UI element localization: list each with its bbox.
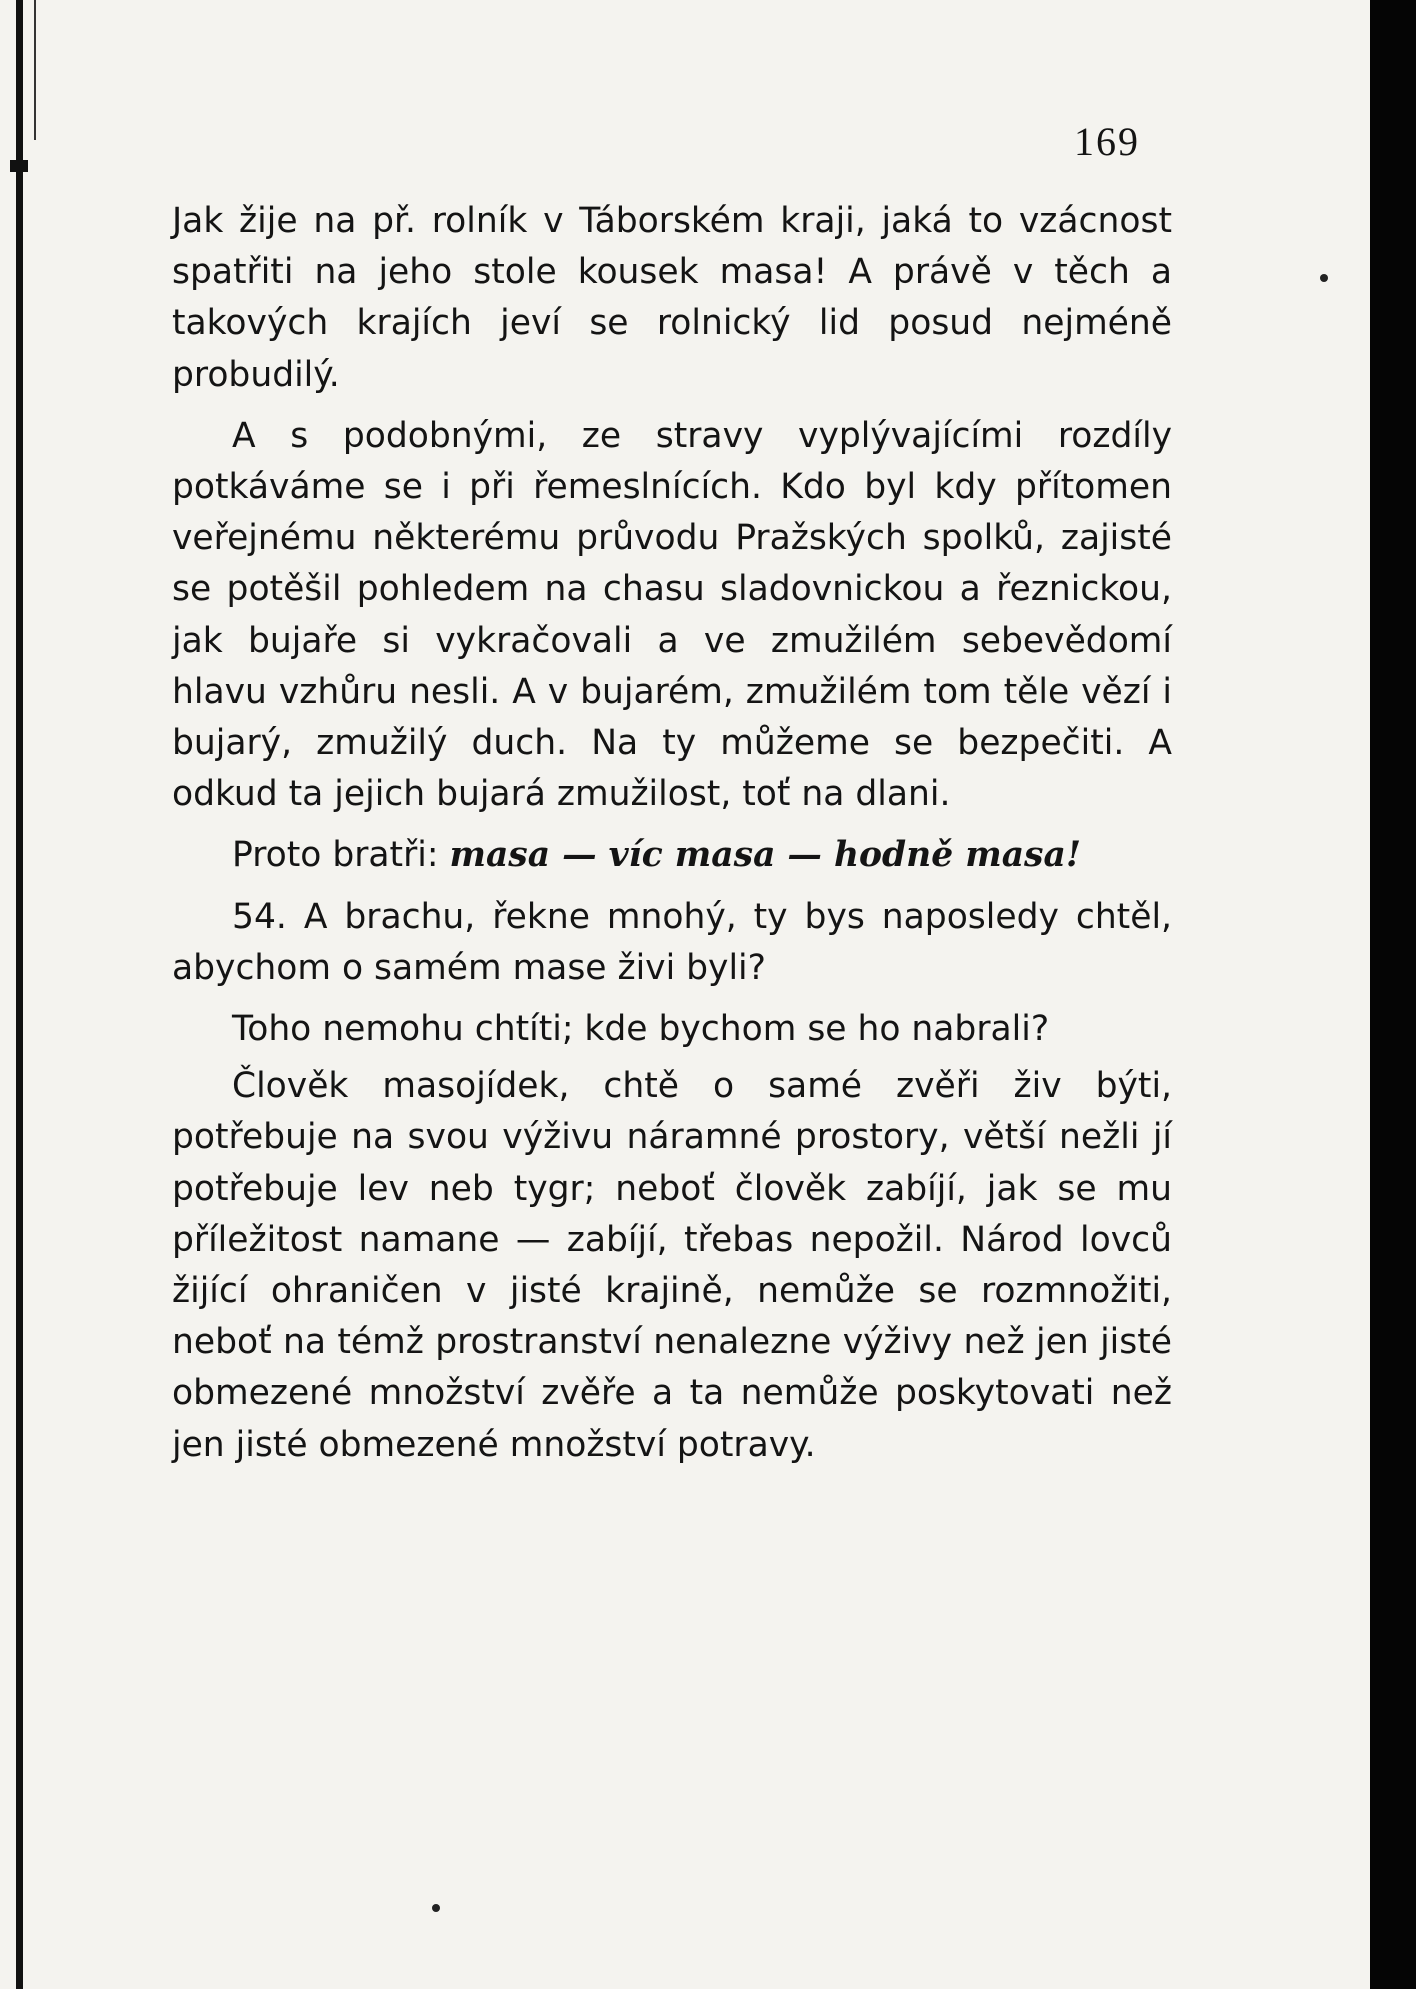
page-number: 169 xyxy=(1074,119,1140,164)
exhortation-lead: Proto bratři: xyxy=(232,835,439,876)
exhortation-emphasis: masa — víc masa — hodně masa! xyxy=(449,835,1081,876)
binding-edge xyxy=(16,0,23,1989)
paragraph-4: Člověk masojídek, chtě o samé zvěři živ býti, potřebuje na svou výživu náramné prostory, větší nežli jí potřebuje lev neb tygr; neboť člověk zabíjí, jak se mu příležitost namane — zabíjí, třebas nepožil. Národ lovců žijící ohraničen v jisté krajině, nemůže se rozmnožiti, neboť na témž prostranství nenalezne výživy než jen jisté obmezené množství zvěře a ta nemůže poskytovati než jen jisté obmezené množství potravy. xyxy=(172,1066,1172,1465)
paragraph-2: A s podobnými, ze stravy vyplývajícími rozdíly potkáváme se i při řemeslnících. Kdo byl kdy přítomen veřejnému některému průvodu Pražských spolků, zajisté se potěšil pohledem na chasu sladovnickou a řeznickou, jak bujaře si vykračovali a ve zmužilém sebevědomí hlavu vzhůru nesli. A v bujarém, zmužilém tom těle vězí i bujarý, zmužilý duch. Na ty můžeme se bezpečiti. A odkud ta jejich bujará zmužilost, toť na dlani. xyxy=(172,415,1172,815)
section-54-paragraph xyxy=(172,892,1172,994)
section-54-text: A brachu, řekne mnohý, ty bys naposledy chtěl, abychom o samém mase živi byli? xyxy=(172,896,1172,988)
scan-border xyxy=(1370,0,1416,1989)
print-speck xyxy=(1320,274,1328,282)
section-number: 54. xyxy=(232,896,287,937)
binding-edge-thin xyxy=(34,0,36,140)
paragraph-3: Toho nemohu chtíti; kde bychom se ho nabrali? xyxy=(232,1009,1050,1050)
print-speck xyxy=(432,1904,440,1912)
body-text xyxy=(172,196,1172,1481)
paragraph-1: Jak žije na př. rolník v Táborském kraji, jaká to vzácnost spatřiti na jeho stole kousek masa! A právě v těch a takových krajích jeví se rolnický lid posud nejméně probudilý. xyxy=(172,201,1172,395)
binding-notch xyxy=(10,160,28,172)
exhortation-paragraph xyxy=(172,830,1172,881)
